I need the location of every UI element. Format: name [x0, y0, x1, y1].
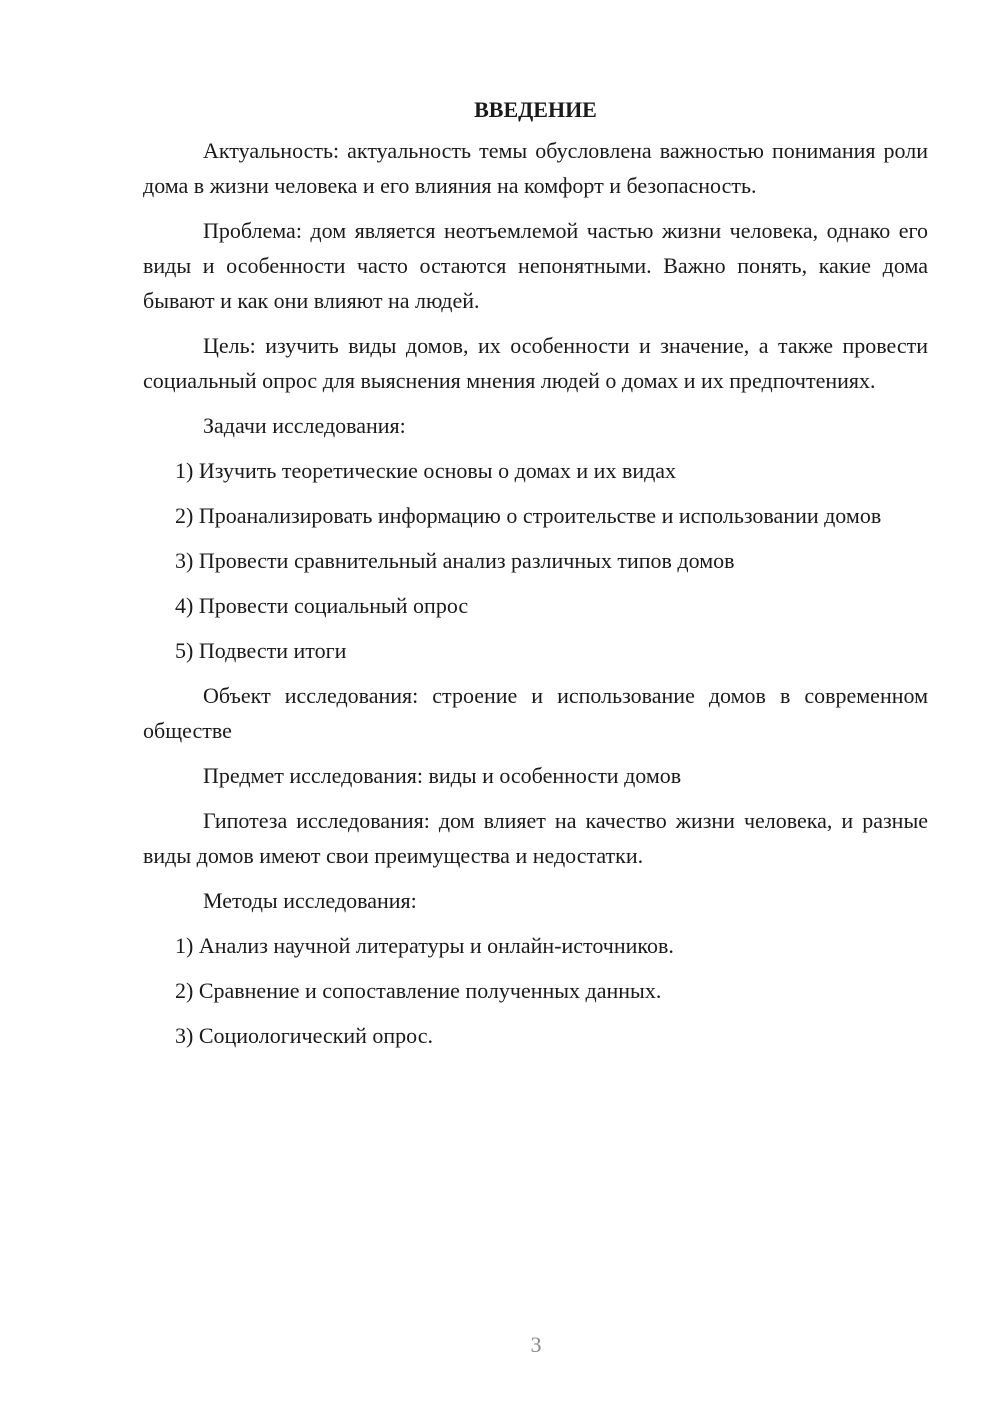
- task-item-4: 4) Провести социальный опрос: [175, 593, 469, 618]
- section-heading: ВВЕДЕНИЕ: [474, 97, 597, 122]
- method-item-1: 1) Анализ научной литературы и онлайн-источников.: [175, 933, 674, 958]
- goal-paragraph: Цель: изучить виды домов, их особенности и значение, а также провести социальный опрос для выяснения мнения людей о домах и их предпочтениях.: [143, 333, 928, 393]
- method-item-3: 3) Социологический опрос.: [175, 1023, 433, 1048]
- hypothesis-paragraph: Гипотеза исследования: дом влияет на качество жизни человека, и разные виды домов имеют свои преимущества и недостатки.: [143, 808, 928, 868]
- tasks-title: Задачи исследования:: [203, 413, 406, 438]
- page-number: 3: [530, 1332, 542, 1357]
- subject-paragraph: Предмет исследования: виды и особенности домов: [203, 763, 682, 788]
- problem-paragraph: Проблема: дом является неотъемлемой частью жизни человека, однако его виды и особенности часто остаются непонятными. Важно понять, какие дома бывают и как они влияют на людей.: [143, 218, 928, 313]
- task-item-3: 3) Провести сравнительный анализ различных типов домов: [175, 548, 735, 573]
- task-item-5: 5) Подвести итоги: [175, 638, 347, 663]
- relevance-paragraph: Актуальность: актуальность темы обусловлена важностью понимания роли дома в жизни человека и его влияния на комфорт и безопасность.: [143, 138, 928, 198]
- task-item-1: 1) Изучить теоретические основы о домах и их видах: [175, 458, 677, 483]
- object-paragraph: Объект исследования: строение и использование домов в современном обществе: [143, 683, 928, 743]
- document-body: [143, 92, 928, 1063]
- method-item-2: 2) Сравнение и сопоставление полученных данных.: [175, 978, 662, 1003]
- task-item-2: 2) Проанализировать информацию о строительстве и использовании домов: [175, 503, 882, 528]
- methods-title: Методы исследования:: [203, 888, 417, 913]
